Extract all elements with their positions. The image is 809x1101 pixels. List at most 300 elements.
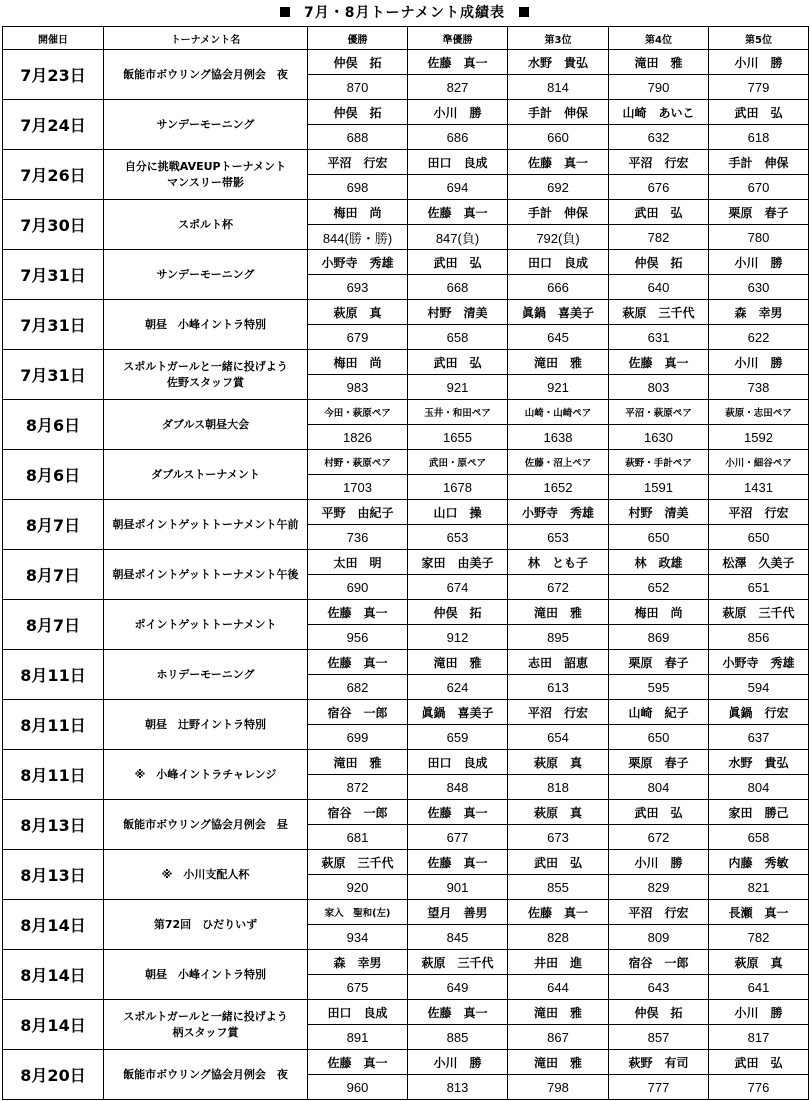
winner-score: 983 — [308, 375, 408, 400]
event-date: 8月7日 — [3, 550, 104, 600]
winner-player: 仲俣 拓 — [308, 50, 408, 75]
third-score: 644 — [508, 975, 609, 1000]
winner-score: 681 — [308, 825, 408, 850]
fifth-score: 670 — [709, 175, 809, 200]
fifth-player: 小川 勝 — [709, 250, 809, 275]
tournament-name — [104, 300, 308, 350]
fourth-score: 790 — [609, 75, 709, 100]
fourth-player: 村野 清美 — [609, 500, 709, 525]
winner-score: 1703 — [308, 475, 408, 500]
tournament-name-line: スポルト杯 — [178, 217, 233, 231]
tournament-name — [104, 200, 308, 250]
runner-up-player: 萩原 三千代 — [408, 950, 508, 975]
header-third: 第3位 — [508, 27, 609, 50]
third-score: 855 — [508, 875, 609, 900]
header-fifth: 第5位 — [709, 27, 809, 50]
runner-up-player: 玉井・和田ペア — [408, 400, 508, 425]
third-player: 佐藤 真一 — [508, 150, 609, 175]
runner-up-player: 村野 清美 — [408, 300, 508, 325]
fifth-player: 小川 勝 — [709, 1000, 809, 1025]
winner-player: 宿谷 一郎 — [308, 800, 408, 825]
fifth-score: 856 — [709, 625, 809, 650]
header-winner: 優勝 — [308, 27, 408, 50]
winner-player: 滝田 雅 — [308, 750, 408, 775]
third-player: 滝田 雅 — [508, 1050, 609, 1075]
table-row — [3, 300, 809, 325]
third-score: 895 — [508, 625, 609, 650]
fourth-score: 782 — [609, 225, 709, 250]
fourth-player: 仲俣 拓 — [609, 250, 709, 275]
tournament-name-line: ホリデーモーニング — [156, 667, 255, 681]
fourth-score: 650 — [609, 725, 709, 750]
winner-player: 村野・萩原ペア — [308, 450, 408, 475]
fourth-score: 676 — [609, 175, 709, 200]
third-player: 林 とも子 — [508, 550, 609, 575]
fourth-player: 山崎 紀子 — [609, 700, 709, 725]
fourth-player: 平沼・萩原ペア — [609, 400, 709, 425]
fourth-score: 829 — [609, 875, 709, 900]
third-player: 眞鍋 喜美子 — [508, 300, 609, 325]
fifth-score: 618 — [709, 125, 809, 150]
third-score: 798 — [508, 1075, 609, 1100]
runner-up-player: 佐藤 真一 — [408, 800, 508, 825]
winner-score: 688 — [308, 125, 408, 150]
tournament-name-line: ※ 小峰イントラチャレンジ — [134, 767, 277, 781]
event-date: 8月14日 — [3, 950, 104, 1000]
fifth-player: 眞鍋 行宏 — [709, 700, 809, 725]
tournament-name-line: スポルトガールと一緒に投げよう — [123, 359, 288, 373]
fourth-player: 平沼 行宏 — [609, 150, 709, 175]
third-player: 手計 伸保 — [508, 200, 609, 225]
winner-player: 太田 明 — [308, 550, 408, 575]
fifth-player: 水野 貴弘 — [709, 750, 809, 775]
runner-up-player: 武田・原ペア — [408, 450, 508, 475]
fifth-score: 637 — [709, 725, 809, 750]
event-date: 8月20日 — [3, 1050, 104, 1100]
third-score: 672 — [508, 575, 609, 600]
fourth-player: 栗原 春子 — [609, 650, 709, 675]
fourth-score: 804 — [609, 775, 709, 800]
event-date: 8月6日 — [3, 450, 104, 500]
header-date: 開催日 — [3, 27, 104, 50]
fourth-player: 萩野 有司 — [609, 1050, 709, 1075]
table-row — [3, 1000, 809, 1025]
fifth-player: 平沼 行宏 — [709, 500, 809, 525]
winner-player: 平野 由紀子 — [308, 500, 408, 525]
winner-player: 梅田 尚 — [308, 350, 408, 375]
tournament-name — [104, 550, 308, 600]
table-row — [3, 400, 809, 425]
third-player: 佐藤・沼上ペア — [508, 450, 609, 475]
third-player: 山崎・山崎ペア — [508, 400, 609, 425]
runner-up-player: 武田 弘 — [408, 250, 508, 275]
tournament-name — [104, 150, 308, 200]
runner-up-player: 山口 操 — [408, 500, 508, 525]
third-player: 萩原 真 — [508, 750, 609, 775]
fifth-score: 658 — [709, 825, 809, 850]
winner-score: 960 — [308, 1075, 408, 1100]
tournament-name — [104, 50, 308, 100]
third-player: 水野 貴弘 — [508, 50, 609, 75]
fourth-player: 仲俣 拓 — [609, 1000, 709, 1025]
tournament-name — [104, 500, 308, 550]
tournament-name-line: サンデーモーニング — [156, 117, 255, 131]
runner-up-score: 649 — [408, 975, 508, 1000]
table-row — [3, 250, 809, 275]
event-date: 8月7日 — [3, 600, 104, 650]
tournament-name — [104, 850, 308, 900]
tournament-name-line: 佐野スタッフ賞 — [167, 375, 244, 389]
fifth-player: 萩原 真 — [709, 950, 809, 975]
third-player: 田口 良成 — [508, 250, 609, 275]
winner-player: 平沼 行宏 — [308, 150, 408, 175]
runner-up-score: 1678 — [408, 475, 508, 500]
fifth-score: 780 — [709, 225, 809, 250]
runner-up-score: 847(負) — [408, 225, 508, 250]
fourth-player: 滝田 雅 — [609, 50, 709, 75]
third-score: 867 — [508, 1025, 609, 1050]
page-title — [0, 0, 809, 26]
runner-up-score: 668 — [408, 275, 508, 300]
table-row — [3, 550, 809, 575]
fourth-score: 640 — [609, 275, 709, 300]
fourth-player: 小川 勝 — [609, 850, 709, 875]
winner-score: 870 — [308, 75, 408, 100]
third-player: 滝田 雅 — [508, 350, 609, 375]
runner-up-score: 921 — [408, 375, 508, 400]
winner-player: 萩原 三千代 — [308, 850, 408, 875]
tournament-name-line: 朝昼ポイントゲットトーナメント午後 — [112, 567, 299, 581]
winner-score: 736 — [308, 525, 408, 550]
winner-score: 679 — [308, 325, 408, 350]
fifth-player: 小川 勝 — [709, 350, 809, 375]
winner-score: 698 — [308, 175, 408, 200]
fourth-player: 林 政雄 — [609, 550, 709, 575]
table-row — [3, 800, 809, 825]
runner-up-player: 田口 良成 — [408, 150, 508, 175]
fifth-score: 821 — [709, 875, 809, 900]
runner-up-player: 小川 勝 — [408, 100, 508, 125]
fourth-score: 1630 — [609, 425, 709, 450]
tournament-name — [104, 250, 308, 300]
event-date: 7月23日 — [3, 50, 104, 100]
runner-up-player: 田口 良成 — [408, 750, 508, 775]
fifth-score: 594 — [709, 675, 809, 700]
event-date: 8月11日 — [3, 700, 104, 750]
results-body — [3, 50, 809, 1100]
tournament-name-line: 朝昼 小峰イントラ特別 — [145, 967, 266, 981]
fourth-score: 650 — [609, 525, 709, 550]
fourth-player: 佐藤 真一 — [609, 350, 709, 375]
fifth-player: 松澤 久美子 — [709, 550, 809, 575]
third-score: 921 — [508, 375, 609, 400]
results-table — [2, 26, 809, 1100]
tournament-name-line: 飯能市ボウリング協会月例会 夜 — [123, 67, 288, 81]
third-score: 1638 — [508, 425, 609, 450]
winner-player: 佐藤 真一 — [308, 600, 408, 625]
fourth-score: 643 — [609, 975, 709, 1000]
runner-up-score: 624 — [408, 675, 508, 700]
winner-score: 891 — [308, 1025, 408, 1050]
winner-score: 682 — [308, 675, 408, 700]
runner-up-player: 小川 勝 — [408, 1050, 508, 1075]
event-date: 7月31日 — [3, 300, 104, 350]
fifth-player: 内藤 秀敏 — [709, 850, 809, 875]
fifth-player: 森 幸男 — [709, 300, 809, 325]
tournament-name-line: 飯能市ボウリング協会月例会 昼 — [123, 817, 288, 831]
event-date: 8月13日 — [3, 800, 104, 850]
winner-score: 1826 — [308, 425, 408, 450]
runner-up-player: 望月 善男 — [408, 900, 508, 925]
tournament-name-line: 飯能市ボウリング協会月例会 夜 — [123, 1067, 288, 1081]
fifth-score: 641 — [709, 975, 809, 1000]
event-date: 7月26日 — [3, 150, 104, 200]
fifth-score: 776 — [709, 1075, 809, 1100]
table-row — [3, 850, 809, 875]
tournament-name-line: ポイントゲットトーナメント — [134, 617, 277, 631]
tournament-name — [104, 750, 308, 800]
fourth-player: 武田 弘 — [609, 200, 709, 225]
square-bullet-icon — [280, 7, 290, 17]
fifth-score: 622 — [709, 325, 809, 350]
fourth-score: 803 — [609, 375, 709, 400]
runner-up-score: 813 — [408, 1075, 508, 1100]
table-row — [3, 650, 809, 675]
tournament-name — [104, 700, 308, 750]
table-row — [3, 700, 809, 725]
header-fourth: 第4位 — [609, 27, 709, 50]
fifth-score: 1431 — [709, 475, 809, 500]
winner-score: 920 — [308, 875, 408, 900]
tournament-name — [104, 1050, 308, 1100]
third-score: 673 — [508, 825, 609, 850]
third-player: 平沼 行宏 — [508, 700, 609, 725]
tournament-name — [104, 400, 308, 450]
runner-up-score: 885 — [408, 1025, 508, 1050]
fifth-player: 武田 弘 — [709, 1050, 809, 1075]
runner-up-score: 686 — [408, 125, 508, 150]
fourth-score: 809 — [609, 925, 709, 950]
tournament-name — [104, 1000, 308, 1050]
tournament-name — [104, 950, 308, 1000]
square-bullet-icon — [519, 7, 529, 17]
fifth-player: 武田 弘 — [709, 100, 809, 125]
winner-score: 699 — [308, 725, 408, 750]
tournament-name — [104, 650, 308, 700]
third-score: 818 — [508, 775, 609, 800]
third-player: 滝田 雅 — [508, 600, 609, 625]
winner-score: 956 — [308, 625, 408, 650]
header-tournament: トーナメント名 — [104, 27, 308, 50]
runner-up-score: 653 — [408, 525, 508, 550]
tournament-name-line: 第72回 ひだりいず — [153, 917, 258, 931]
fifth-player: 萩原・志田ペア — [709, 400, 809, 425]
table-row — [3, 100, 809, 125]
tournament-name-line: 柄スタッフ賞 — [172, 1025, 239, 1039]
third-score: 792(負) — [508, 225, 609, 250]
tournament-name — [104, 800, 308, 850]
third-score: 814 — [508, 75, 609, 100]
runner-up-player: 眞鍋 喜美子 — [408, 700, 508, 725]
fourth-score: 1591 — [609, 475, 709, 500]
third-score: 692 — [508, 175, 609, 200]
fifth-score: 650 — [709, 525, 809, 550]
runner-up-player: 佐藤 真一 — [408, 1000, 508, 1025]
event-date: 7月31日 — [3, 250, 104, 300]
runner-up-score: 677 — [408, 825, 508, 850]
runner-up-score: 1655 — [408, 425, 508, 450]
winner-score: 690 — [308, 575, 408, 600]
winner-player: 梅田 尚 — [308, 200, 408, 225]
third-player: 萩原 真 — [508, 800, 609, 825]
event-date: 8月7日 — [3, 500, 104, 550]
fourth-player: 平沼 行宏 — [609, 900, 709, 925]
fifth-player: 小川 勝 — [709, 50, 809, 75]
tournament-name-line: サンデーモーニング — [156, 267, 255, 281]
tournament-name-line: ※ 小川支配人杯 — [161, 867, 250, 881]
tournament-name — [104, 900, 308, 950]
third-player: 滝田 雅 — [508, 1000, 609, 1025]
runner-up-player: 佐藤 真一 — [408, 50, 508, 75]
runner-up-player: 武田 弘 — [408, 350, 508, 375]
tournament-name-line: 朝昼ポイントゲットトーナメント午前 — [112, 517, 299, 531]
table-row — [3, 200, 809, 225]
table-row — [3, 600, 809, 625]
fourth-score: 595 — [609, 675, 709, 700]
fourth-player: 萩原 三千代 — [609, 300, 709, 325]
runner-up-player: 佐藤 真一 — [408, 200, 508, 225]
fifth-player: 家田 勝己 — [709, 800, 809, 825]
header-row — [3, 27, 809, 50]
winner-player: 仲俣 拓 — [308, 100, 408, 125]
runner-up-player: 佐藤 真一 — [408, 850, 508, 875]
table-row — [3, 1050, 809, 1075]
third-score: 653 — [508, 525, 609, 550]
winner-score: 693 — [308, 275, 408, 300]
table-row — [3, 950, 809, 975]
table-row — [3, 750, 809, 775]
tournament-name-line: マンスリー帯影 — [167, 175, 244, 189]
fifth-score: 1592 — [709, 425, 809, 450]
tournament-name — [104, 450, 308, 500]
fifth-player: 栗原 春子 — [709, 200, 809, 225]
tournament-name-line: ダブルストーナメント — [151, 467, 260, 481]
runner-up-score: 674 — [408, 575, 508, 600]
fourth-player: 山崎 あいこ — [609, 100, 709, 125]
fourth-score: 857 — [609, 1025, 709, 1050]
table-row — [3, 450, 809, 475]
fifth-player: 萩原 三千代 — [709, 600, 809, 625]
winner-player: 萩原 真 — [308, 300, 408, 325]
third-score: 828 — [508, 925, 609, 950]
fourth-score: 631 — [609, 325, 709, 350]
fourth-score: 632 — [609, 125, 709, 150]
runner-up-player: 家田 由美子 — [408, 550, 508, 575]
event-date: 8月11日 — [3, 650, 104, 700]
tournament-name-line: 自分に挑戦AVEUPトーナメント — [124, 159, 287, 173]
fifth-player: 長瀬 真一 — [709, 900, 809, 925]
fifth-score: 630 — [709, 275, 809, 300]
third-player: 佐藤 真一 — [508, 900, 609, 925]
third-player: 手計 伸保 — [508, 100, 609, 125]
table-row — [3, 150, 809, 175]
header-runner-up: 準優勝 — [408, 27, 508, 50]
fourth-score: 777 — [609, 1075, 709, 1100]
third-score: 654 — [508, 725, 609, 750]
third-player: 志田 詔恵 — [508, 650, 609, 675]
winner-player: 小野寺 秀雄 — [308, 250, 408, 275]
runner-up-score: 658 — [408, 325, 508, 350]
winner-player: 佐藤 真一 — [308, 650, 408, 675]
winner-score: 675 — [308, 975, 408, 1000]
fourth-score: 869 — [609, 625, 709, 650]
runner-up-score: 845 — [408, 925, 508, 950]
tournament-name-line: 朝昼 辻野イントラ特別 — [145, 717, 266, 731]
runner-up-score: 694 — [408, 175, 508, 200]
third-player: 武田 弘 — [508, 850, 609, 875]
fifth-score: 782 — [709, 925, 809, 950]
third-score: 613 — [508, 675, 609, 700]
runner-up-player: 滝田 雅 — [408, 650, 508, 675]
fifth-player: 小川・細谷ペア — [709, 450, 809, 475]
fifth-player: 手計 伸保 — [709, 150, 809, 175]
fifth-score: 738 — [709, 375, 809, 400]
table-row — [3, 50, 809, 75]
event-date: 8月11日 — [3, 750, 104, 800]
tournament-name-line: ダブルス朝昼大会 — [161, 417, 250, 431]
runner-up-score: 827 — [408, 75, 508, 100]
fifth-score: 651 — [709, 575, 809, 600]
runner-up-score: 912 — [408, 625, 508, 650]
event-date: 7月24日 — [3, 100, 104, 150]
fifth-score: 804 — [709, 775, 809, 800]
table-row — [3, 500, 809, 525]
winner-score: 872 — [308, 775, 408, 800]
runner-up-score: 901 — [408, 875, 508, 900]
winner-player: 佐藤 真一 — [308, 1050, 408, 1075]
event-date: 8月6日 — [3, 400, 104, 450]
winner-player: 家入 聖和(左) — [308, 900, 408, 925]
winner-player: 宿谷 一郎 — [308, 700, 408, 725]
event-date: 8月14日 — [3, 1000, 104, 1050]
fourth-player: 栗原 春子 — [609, 750, 709, 775]
winner-score: 844(勝・勝) — [308, 225, 408, 250]
third-player: 小野寺 秀雄 — [508, 500, 609, 525]
tournament-name — [104, 600, 308, 650]
third-score: 666 — [508, 275, 609, 300]
title-text: 7月・8月トーナメント成績表 — [304, 5, 505, 21]
third-score: 1652 — [508, 475, 609, 500]
fourth-player: 梅田 尚 — [609, 600, 709, 625]
table-row — [3, 900, 809, 925]
event-date: 8月14日 — [3, 900, 104, 950]
fourth-score: 652 — [609, 575, 709, 600]
tournament-name-line: スポルトガールと一緒に投げよう — [123, 1009, 288, 1023]
tournament-name — [104, 350, 308, 400]
runner-up-score: 659 — [408, 725, 508, 750]
fifth-player: 小野寺 秀雄 — [709, 650, 809, 675]
third-score: 645 — [508, 325, 609, 350]
winner-score: 934 — [308, 925, 408, 950]
runner-up-player: 仲俣 拓 — [408, 600, 508, 625]
tournament-name-line: 朝昼 小峰イントラ特別 — [145, 317, 266, 331]
third-player: 井田 進 — [508, 950, 609, 975]
event-date: 8月13日 — [3, 850, 104, 900]
event-date: 7月31日 — [3, 350, 104, 400]
runner-up-score: 848 — [408, 775, 508, 800]
table-row — [3, 350, 809, 375]
third-score: 660 — [508, 125, 609, 150]
